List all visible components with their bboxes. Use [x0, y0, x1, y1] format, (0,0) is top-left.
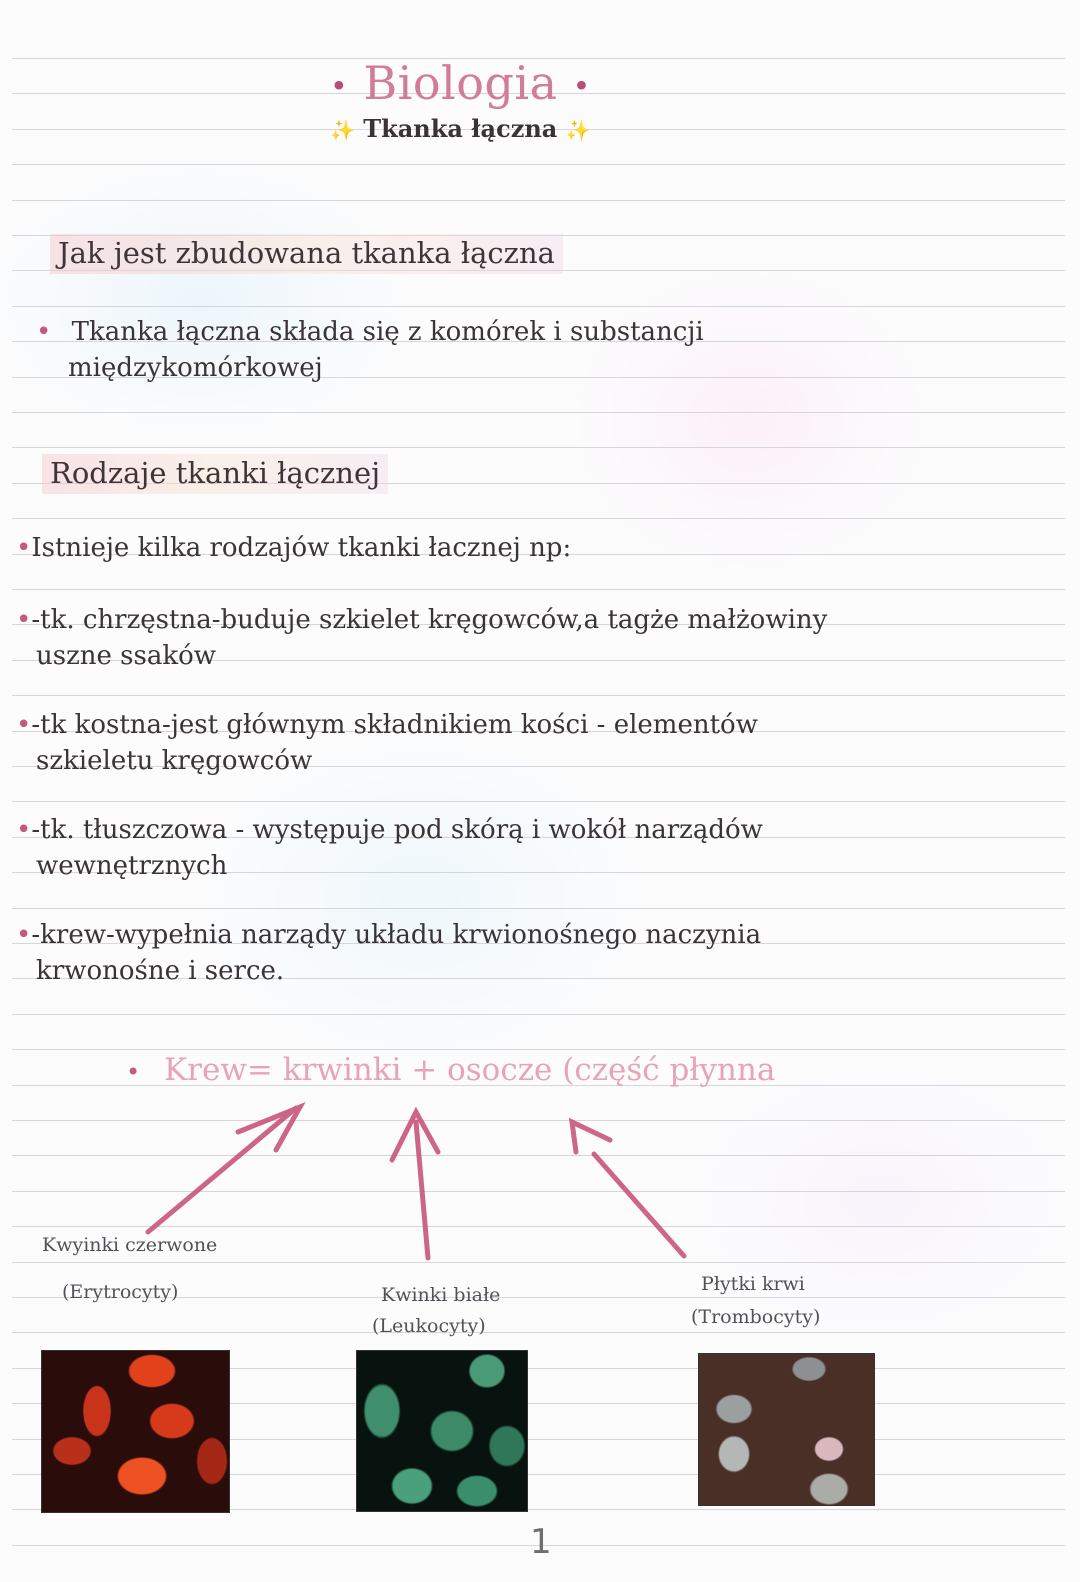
arrow-up-icon — [0, 0, 438, 1258]
bullet-icon: • — [36, 317, 52, 347]
label-platelets-latin: (Trombocyty) — [691, 1306, 821, 1328]
section-heading-structure: Jak jest zbudowana tkanka łączna — [50, 234, 563, 274]
white-blood-cells-photo — [356, 1350, 528, 1512]
list-item-line: -tk kostna-jest głównym składnikiem kości - elementów — [31, 710, 758, 740]
sparkle-icon: ✨ — [330, 118, 355, 142]
bullet-icon: • — [16, 605, 32, 635]
list-item-line: wewnętrznych — [36, 851, 228, 881]
label-platelets: Płytki krwi — [701, 1273, 805, 1295]
bullet-icon: • — [16, 710, 32, 740]
arrow-up-right-icon — [148, 1107, 300, 1232]
list-item-line: uszne ssaków — [36, 641, 217, 671]
label-white-cells: Kwinki białe — [381, 1284, 501, 1306]
list-item-line: -krew-wypełnia narządy układu krwionośnego naczynia — [31, 920, 762, 950]
blood-formula-text: Krew= krwinki + osocze (część płynna — [164, 1052, 776, 1088]
platelets-photo — [698, 1353, 875, 1506]
list-item-line: -tk. tłuszczowa - występuje pod skórą i wokół narządów — [31, 815, 763, 845]
list-item-line: krwonośne i serce. — [36, 956, 285, 986]
bullet-icon: • — [16, 815, 32, 845]
list-item-line: szkieletu kręgowców — [36, 746, 313, 776]
label-white-cells-latin: (Leukocyty) — [372, 1315, 486, 1337]
title-dot-left: • — [330, 69, 349, 105]
bullet-icon: • — [126, 1058, 141, 1086]
list-item-line: Tkanka łączna składa się z komórek i substancji — [71, 317, 704, 347]
sparkle-icon: ✨ — [565, 118, 591, 142]
list-item-line: -tk. chrzęstna-buduje szkielet kręgowców,a tagże małżowiny — [31, 605, 828, 635]
section-heading-types: Rodzaje tkanki łącznej — [42, 454, 388, 494]
title-dot-right: • — [572, 69, 591, 105]
subtitle-text: Tkanka łączna — [363, 114, 558, 143]
red-blood-cells-photo — [41, 1350, 230, 1513]
page-number: 1 — [530, 1522, 552, 1562]
bullet-icon: • — [16, 920, 32, 950]
arrow-up-left-icon — [572, 1122, 684, 1256]
label-red-cells: Kwyinki czerwone — [42, 1234, 218, 1256]
label-red-cells-latin: (Erytrocyty) — [62, 1281, 179, 1303]
title-text: Biologia — [363, 56, 558, 110]
list-item-line: Istnieje kilka rodzajów tkanki łacznej np: — [31, 533, 572, 563]
list-item-line: międzykomórkowej — [68, 353, 323, 383]
bullet-icon: • — [16, 533, 32, 563]
